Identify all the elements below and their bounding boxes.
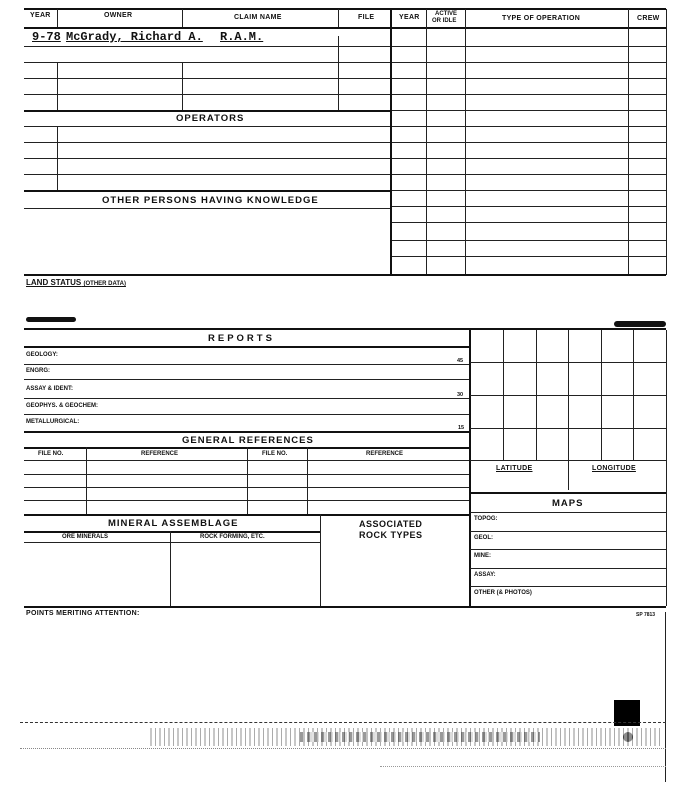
longitude-label: LONGITUDE bbox=[592, 465, 636, 472]
general-references-heading: GENERAL REFERENCES bbox=[182, 435, 314, 446]
reports-heading: REPORTS bbox=[208, 333, 275, 344]
entry-year: 9-78 bbox=[32, 30, 61, 44]
map-topog-label: TOPOG: bbox=[474, 516, 498, 522]
land-status-subtitle: (OTHER DATA) bbox=[83, 281, 126, 287]
rock-forming-header: ROCK FORMING, ETC. bbox=[200, 534, 265, 540]
crew-header: CREW bbox=[637, 15, 660, 22]
reference-header-2: REFERENCE bbox=[366, 451, 404, 457]
associated-rock-types-line1: ASSOCIATED bbox=[359, 519, 423, 529]
operators-heading: OPERATORS bbox=[176, 113, 245, 124]
other-persons-heading: OTHER PERSONS HAVING KNOWLEDGE bbox=[102, 195, 319, 206]
year-header: YEAR bbox=[30, 12, 51, 19]
engrg-label: ENGRG: bbox=[26, 368, 50, 374]
points-meriting-attention-label: POINTS MERITING ATTENTION: bbox=[26, 610, 140, 617]
metallurgical-label: METALLURGICAL: bbox=[26, 419, 80, 425]
type-of-operation-header: TYPE OF OPERATION bbox=[502, 15, 581, 22]
entry-claim-name: R.A.M. bbox=[220, 30, 264, 44]
metallurgical-number: 15 bbox=[458, 425, 465, 431]
active-header-1: ACTIVE bbox=[435, 11, 458, 17]
scan-mark-left bbox=[26, 317, 76, 322]
reference-header-1: REFERENCE bbox=[141, 451, 179, 457]
geology-label: GEOLOGY: bbox=[26, 352, 58, 358]
land-status-label bbox=[26, 278, 126, 287]
file-no-header-1: FILE NO. bbox=[38, 451, 64, 457]
maps-heading: MAPS bbox=[552, 498, 584, 509]
owner-header: OWNER bbox=[104, 12, 133, 19]
form-code: SP 7813 bbox=[636, 612, 656, 618]
entry-owner: McGrady, Richard A. bbox=[66, 30, 203, 44]
assay-ident-label: ASSAY & IDENT: bbox=[26, 386, 74, 392]
map-other-label: OTHER (& PHOTOS) bbox=[474, 590, 532, 596]
claim-name-header: CLAIM NAME bbox=[234, 14, 282, 21]
file-no-header-2: FILE NO. bbox=[262, 451, 288, 457]
active-header-2: OR IDLE bbox=[432, 18, 457, 24]
map-assay-label: ASSAY: bbox=[474, 572, 496, 578]
file-header: FILE bbox=[358, 14, 375, 21]
scan-mark-right bbox=[614, 321, 666, 327]
ore-minerals-header: ORE MINERALS bbox=[62, 534, 109, 540]
assay-number: 30 bbox=[457, 392, 464, 398]
map-mine-label: MINE: bbox=[474, 553, 491, 559]
map-geol-label: GEOL: bbox=[474, 535, 493, 541]
land-status-title: LAND STATUS bbox=[26, 278, 82, 287]
mineral-assemblage-heading: MINERAL ASSEMBLAGE bbox=[108, 518, 239, 529]
associated-rock-types-line2: ROCK TYPES bbox=[359, 530, 423, 540]
geophys-label: GEOPHYS. & GEOCHEM: bbox=[26, 403, 99, 409]
scan-noise-band-2 bbox=[300, 732, 540, 742]
latitude-label: LATITUDE bbox=[496, 465, 533, 472]
year-header-2: YEAR bbox=[399, 14, 420, 21]
geology-number: 45 bbox=[457, 358, 464, 364]
